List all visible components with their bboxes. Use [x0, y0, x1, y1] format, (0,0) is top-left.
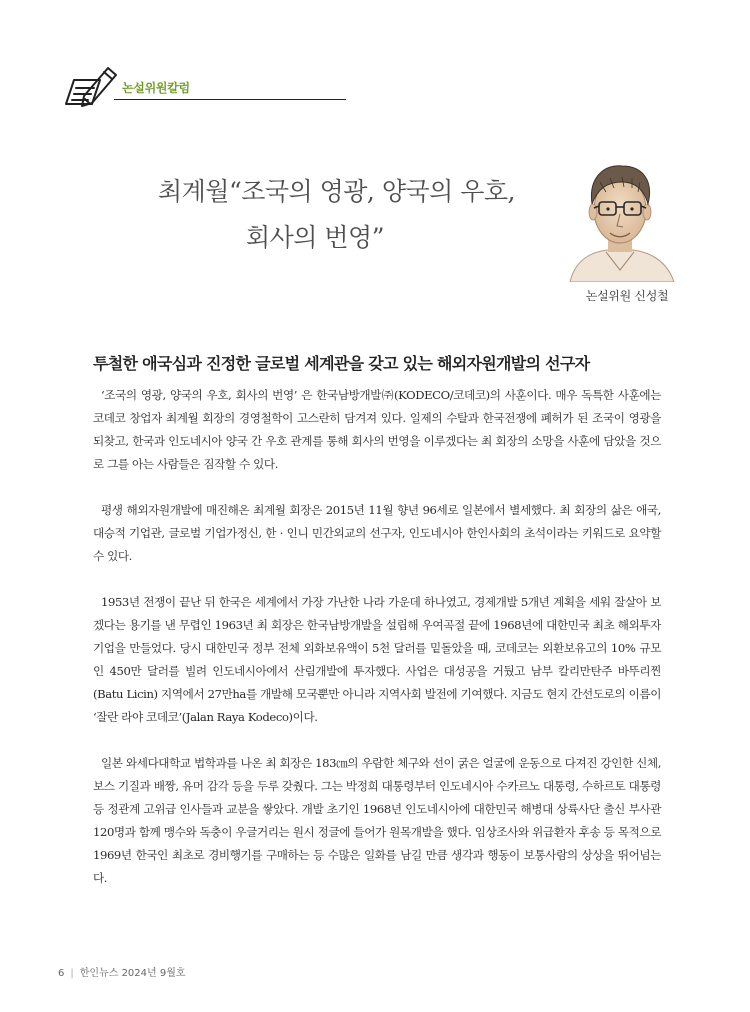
header-rule [114, 99, 346, 100]
paragraph: 평생 해외자원개발에 매진해온 최계월 회장은 2015년 11월 향년 96세로 일본에서 별세했다. 최 회장의 삶은 애국, 대승적 기업관, 글로벌 기업가정신, 한 · 인니 민간외교의 선구자, 인도네시아 한인사회의 초석이라는 키워드로 요약할 수 있다. [93, 503, 661, 563]
page-number: 6 [58, 968, 65, 979]
section-label: 논설위원칼럼 [122, 81, 190, 95]
article-subhead: 투철한 애국심과 진정한 글로벌 세계관을 갖고 있는 해외자원개발의 선구자 [93, 354, 590, 373]
article-title-line-2: 회사의 번영” [246, 223, 384, 252]
author-portrait-sketch [562, 152, 678, 282]
paragraph: ‘조국의 영광, 양국의 우호, 회사의 번영’ 은 한국남방개발㈜(KODECO/코데코)의 사훈이다. 매우 독특한 사훈에는 코데코 창업자 최계월 회장의 경영철학이 고스란히 담겨져 있다. 일제의 수탈과 한국전쟁에 폐허가 된 조국이 영광을 되찾고, 한국과 인도네시아 양국 간 우호 관계를 통해 회사의 번영을 이루겠다는 최 회장의 소망을 사훈에 담았을 것으로 그를 아는 사람들은 짐작할 수 있다. [93, 388, 661, 471]
article-body [93, 384, 661, 913]
page-footer [58, 964, 186, 979]
article-title-line-1: 최계월“조국의 영광, 양국의 우호, [158, 177, 515, 206]
footer-separator: | [70, 968, 74, 979]
author-byline: 논설위원 신성철 [585, 289, 669, 303]
publication-name: 한인뉴스 2024년 9월호 [79, 968, 186, 979]
paragraph: 1953년 전쟁이 끝난 뒤 한국은 세계에서 가장 가난한 나라 가운데 하나였고, 경제개발 5개년 계획을 세워 잘살아 보겠다는 용기를 낸 무렵인 1963년 최 회장은 한국남방개발을 설립해 우여곡절 끝에 1968년에 대한민국 최초 해외투자 기업을 만들었다. 당시 대한민국 정부 전체 외화보유액이 5천 달러를 밑돌았을 때, 코데코는 외환보유고의 10% 규모인 450만 달러를 빌려 인도네시아에서 산림개발에 투자했다. 사업은 대성공을 거뒀고 남부 칼리만탄주 바뚜리찐(Batu Licin) 지역에서 27만ha를 개발해 모국뿐만 아니라 지역사회 발전에 기여했다. 지금도 현지 간선도로의 이름이 ‘잘란 라야 코데코’(Jalan Raya Kodeco)이다. [93, 595, 661, 724]
paragraph: 일본 와세다대학교 법학과를 나온 최 회장은 183㎝의 우람한 체구와 선이 굵은 얼굴에 운동으로 다져진 강인한 신체, 보스 기질과 배짱, 유머 감각 등을 두루 갖췄다. 그는 박정희 대통령부터 인도네시아 수카르노 대통령, 수하르토 대통령 등 정관계 고위급 인사들과 교분을 쌓았다. 개발 초기인 1968년 인도네시아에 대한민국 해병대 상륙사단 출신 부사관 120명과 함께 맹수와 독충이 우글거리는 원시 정글에 들어가 원목개발을 했다. 임상조사와 위급환자 후송 등 목적으로 1969년 한국인 최초로 경비행기를 구매하는 등 수많은 일화를 남길 만큼 생각과 행동이 보통사람의 상상을 뛰어넘는다. [93, 756, 661, 885]
pencil-notepad-icon [60, 60, 120, 112]
